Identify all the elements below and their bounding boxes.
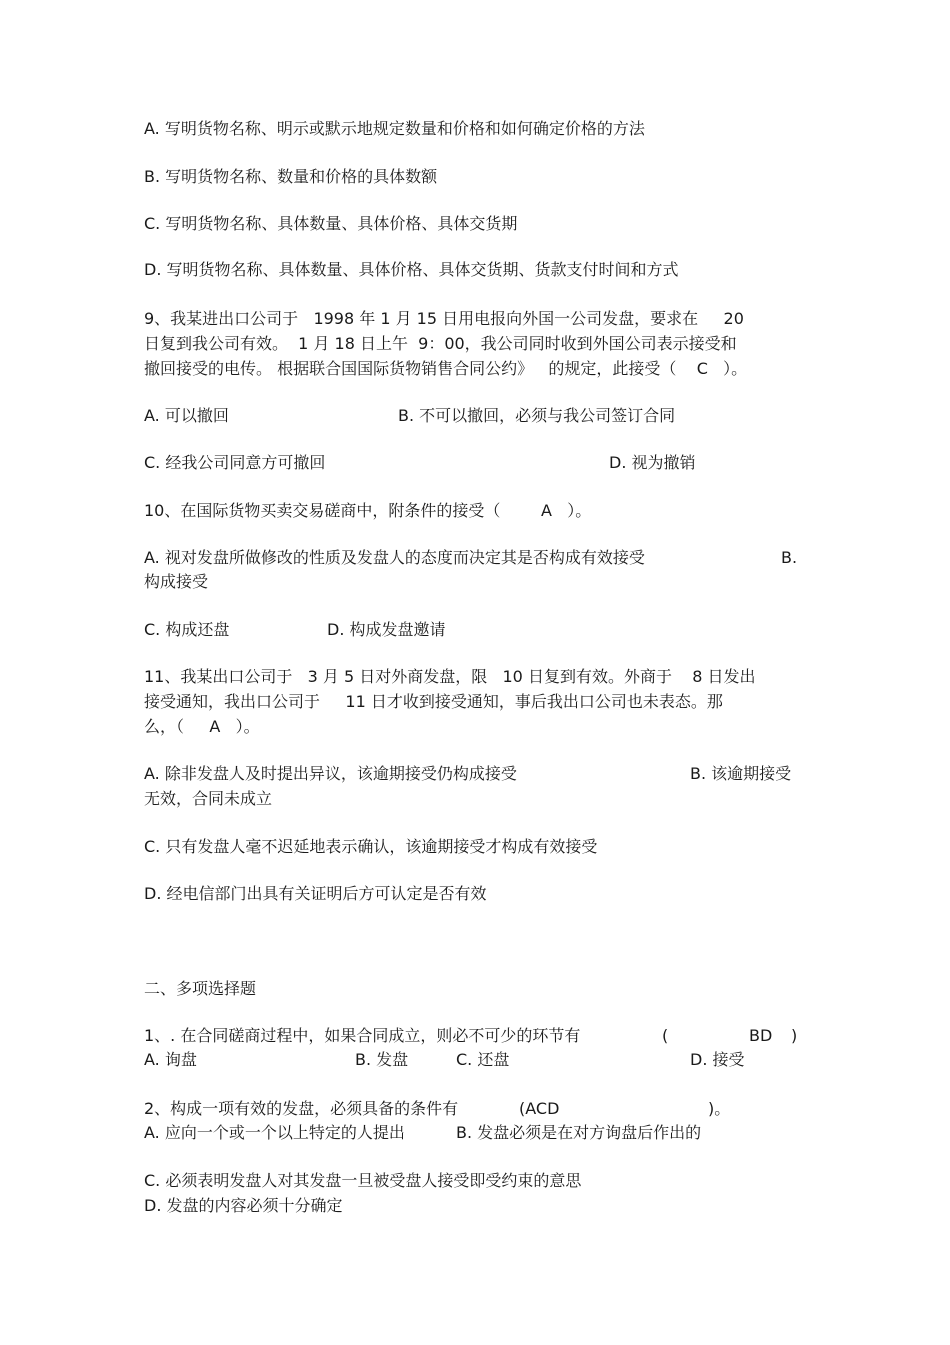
q11-option-b-label: B. 该逾期接受 [690, 764, 792, 783]
m2-option-c: C. 必须表明发盘人对其发盘一旦被受盘人接受即受约束的意思 [144, 1171, 582, 1190]
q8-option-c: C. 写明货物名称、具体数量、具体价格、具体交货期 [144, 214, 518, 233]
m1-stem: 1、. 在合同磋商过程中，如果合同成立，则必不可少的环节有 [144, 1026, 581, 1045]
m2-stem: 2、构成一项有效的发盘，必须具备的条件有 [144, 1099, 459, 1118]
m2-tail: )。 [708, 1099, 731, 1118]
q11-option-b-cont: 无效，合同未成立 [144, 789, 273, 808]
q9-option-c: C. 经我公司同意方可撤回 [144, 453, 326, 472]
m1-option-d: D. 接受 [690, 1050, 745, 1069]
q8-option-b: B. 写明货物名称、数量和价格的具体数额 [144, 167, 438, 186]
m2-option-b: B. 发盘必须是在对方询盘后作出的 [456, 1123, 702, 1142]
q10-option-d: D. 构成发盘邀请 [327, 620, 446, 639]
m1-paren-close: ) [791, 1026, 798, 1045]
m1-paren-open: ( [662, 1026, 669, 1045]
q11-stem-line1: 11、我某出口公司于 3 月 5 日对外商发盘，限 10 日复到有效。外商于 8 日发出 [144, 667, 756, 686]
m2-answer: (ACD [519, 1099, 560, 1118]
q10-option-c: C. 构成还盘 [144, 620, 230, 639]
m1-option-c: C. 还盘 [456, 1050, 510, 1069]
q10-option-b-text: 构成接受 [144, 572, 209, 591]
q11-option-d: D. 经电信部门出具有关证明后方可认定是否有效 [144, 884, 487, 903]
q10-option-a: A. 视对发盘所做修改的性质及发盘人的态度而决定其是否构成有效接受 [144, 548, 645, 567]
q8-option-d: D. 写明货物名称、具体数量、具体价格、具体交货期、货款支付时间和方式 [144, 260, 679, 279]
m1-option-a: A. 询盘 [144, 1050, 197, 1069]
section-heading-multiple-choice: 二、多项选择题 [144, 979, 257, 998]
m2-option-d: D. 发盘的内容必须十分确定 [144, 1196, 343, 1215]
q8-option-a: A. 写明货物名称、明示或默示地规定数量和价格和如何确定价格的方法 [144, 119, 645, 138]
m1-option-b: B. 发盘 [355, 1050, 409, 1069]
q9-stem-line3: 撤回接受的电传。 根据联合国国际货物销售合同公约》 的规定，此接受（ C ）。 [144, 359, 748, 378]
q11-stem-line2: 接受通知，我出口公司于 11 日才收到接受通知，事后我出口公司也未表态。那 [144, 692, 723, 711]
q9-option-d: D. 视为撤销 [609, 453, 696, 472]
q11-option-c: C. 只有发盘人毫不迟延地表示确认，该逾期接受才构成有效接受 [144, 837, 598, 856]
q10-stem: 10、在国际货物买卖交易磋商中，附条件的接受（ A ）。 [144, 501, 592, 520]
q9-option-a: A. 可以撤回 [144, 406, 229, 425]
q9-stem-line1: 9、我某进出口公司于 1998 年 1 月 15 日用电报向外国一公司发盘，要求在 20 [144, 309, 744, 328]
q9-stem-line2: 日复到我公司有效。 1 月 18 日上午 9：00，我公司同时收到外国公司表示接受和 [144, 334, 737, 353]
q11-option-a: A. 除非发盘人及时提出异议，该逾期接受仍构成接受 [144, 764, 517, 783]
m1-answer: BD [749, 1026, 773, 1045]
q11-stem-line3: 么，（ A ）。 [144, 717, 260, 736]
q9-option-b: B. 不可以撤回，必须与我公司签订合同 [398, 406, 676, 425]
q10-option-b-label: B. [781, 548, 798, 567]
m2-option-a: A. 应向一个或一个以上特定的人提出 [144, 1123, 405, 1142]
